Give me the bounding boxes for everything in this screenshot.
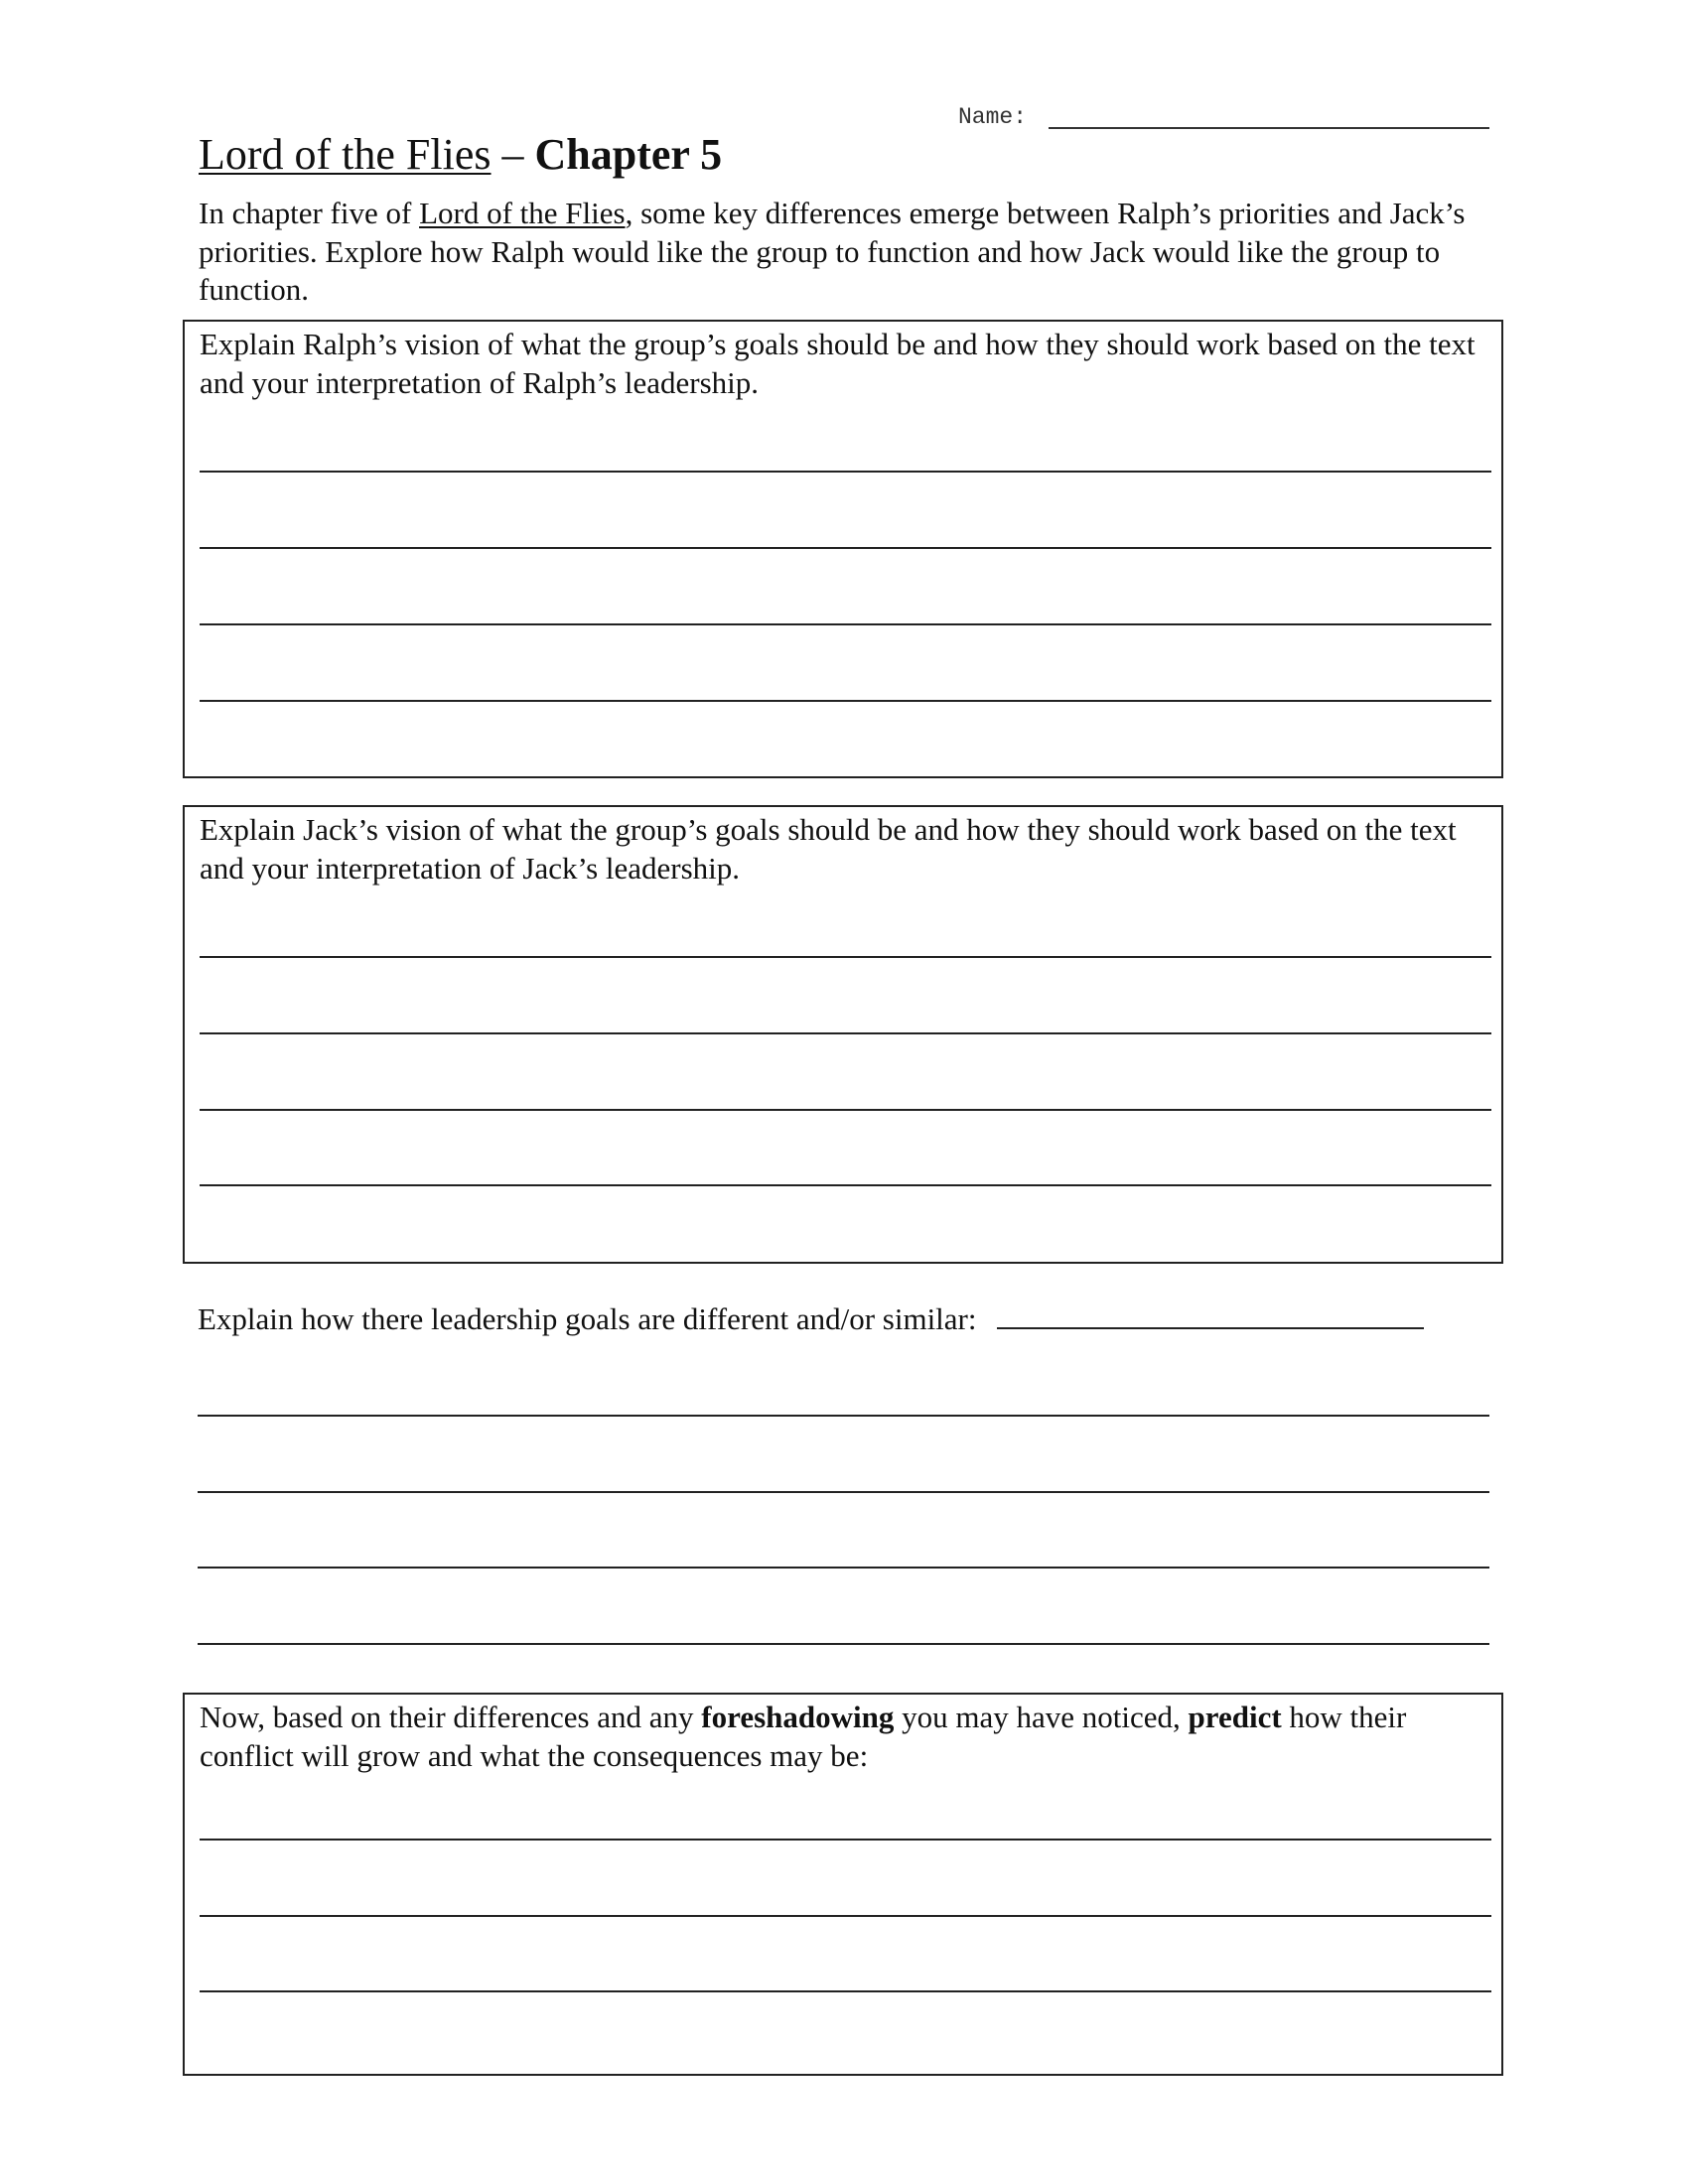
name-field[interactable] [1049,99,1489,129]
intro-after: , some key differences emerge between Ralph’s priorities and Jack’s priorities. Explore how Ralph would like the group to function and how Jack would like the group to function. [199,196,1466,307]
answer-line[interactable] [200,547,1491,549]
answer-line[interactable] [200,1032,1491,1034]
intro-before: In chapter five of [199,196,420,230]
predict-bold-foreshadowing: foreshadowing [701,1700,895,1734]
answer-line[interactable] [200,1915,1491,1917]
intro-book: Lord of the Flies [419,196,626,230]
page-title [199,131,722,179]
answer-line[interactable] [200,471,1491,473]
question-box-predict [183,1693,1503,2076]
name-label: Name: [958,104,1028,130]
predict-text-2: you may have noticed, [894,1700,1189,1734]
title-chapter: Chapter 5 [534,130,723,179]
question-text-ralph: Explain Ralph’s vision of what the group’s goals should be and how they should work based on the text and your interpretation of Ralph’s leadership. [200,327,1476,400]
title-book: Lord of the Flies [199,130,492,179]
question-text-predict [200,1699,1485,1775]
answer-line[interactable] [198,1567,1489,1569]
answer-line[interactable] [200,956,1491,958]
question-box-ralph [183,320,1503,778]
answer-line[interactable] [200,1184,1491,1186]
answer-line[interactable] [200,1839,1491,1841]
question-compare [183,1300,1503,1658]
question-text-jack: Explain Jack’s vision of what the group’s goals should be and how they should work based on the text and your interpretation of Jack’s leadership. [200,812,1457,886]
answer-line[interactable] [200,1990,1491,1992]
predict-text-3: how their conflict will grow and what the consequences may be: [200,1700,1407,1773]
answer-line[interactable] [198,1491,1489,1493]
title-dash: – [491,130,535,179]
name-row [958,99,1489,129]
answer-line[interactable] [200,1109,1491,1111]
question-compare-label: Explain how there leadership goals are different and/or similar: [198,1301,977,1336]
intro-paragraph [199,195,1499,310]
question-box-jack [183,805,1503,1264]
answer-line[interactable] [200,700,1491,702]
predict-text-1: Now, based on their differences and any [200,1700,702,1734]
inline-answer-blank[interactable] [997,1301,1424,1329]
answer-line[interactable] [198,1643,1489,1645]
answer-line[interactable] [198,1415,1489,1417]
answer-line[interactable] [200,623,1491,625]
question-text-compare [198,1300,1483,1339]
predict-bold-predict: predict [1188,1700,1282,1734]
